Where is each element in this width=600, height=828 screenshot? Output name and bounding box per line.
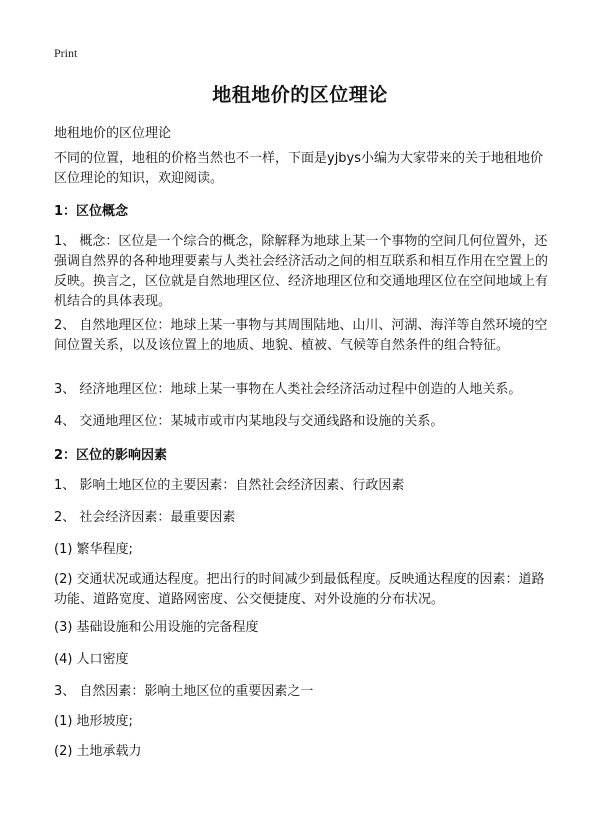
intro-paragraph: 不同的位置，地租的价格当然也不一样，下面是yjbys小编为大家带来的关于地租地价区位理论的知识，欢迎阅读。 xyxy=(54,151,544,186)
page-title: 地租地价的区位理论 xyxy=(212,84,388,106)
list-item: (4) 人口密度 xyxy=(54,652,129,667)
list-item: (3) 基础设施和公用设施的完备程度 xyxy=(54,620,259,635)
list-item: (2) 土地承载力 xyxy=(54,744,142,759)
list-item: 2、 社会经济因素：最重要因素 xyxy=(54,510,236,525)
list-item: 2、 自然地理区位：地球上某一事物与其周围陆地、山川、河湖、海洋等自然环境的空间位置关系，以及该位置上的地质、地貌、植被、气候等自然条件的组合特征。 xyxy=(54,318,548,353)
section-heading-influencing-factors: 2：区位的影响因素 xyxy=(54,448,168,463)
document-subtitle: 地租地价的区位理论 xyxy=(54,126,172,141)
print-link[interactable]: Print xyxy=(54,46,78,60)
list-item: 1、 概念：区位是一个综合的概念，除解释为地球上某一个事物的空间几何位置外，还强调自然界的各种地理要素与人类社会经济活动之间的相互联系和相互作用在空置上的反映。换言之，区位就是自然地理区位、经济地理区位和交通地理区位在空间地域上有机结合的具体表现。 xyxy=(54,234,549,309)
list-item: (2) 交通状况或通达程度。把出行的时间减少到最低程度。反映通达程度的因素：道路功能、道路宽度、道路网密度、公交便捷度、对外设施的分布状况。 xyxy=(54,572,545,607)
list-item: (1) 地形坡度; xyxy=(54,714,133,729)
list-item: 3、 自然因素：影响土地区位的重要因素之一 xyxy=(54,684,314,699)
list-item: (1) 繁华程度; xyxy=(54,542,133,557)
list-item: 3、 经济地理区位：地球上某一事物在人类社会经济活动过程中创造的人地关系。 xyxy=(54,382,522,397)
list-item: 4、 交通地理区位：某城市或市内某地段与交通线路和设施的关系。 xyxy=(54,414,444,429)
list-item: 1、 影响土地区位的主要因素：自然社会经济因素、行政因素 xyxy=(54,478,405,493)
section-heading-location-concept: 1：区位概念 xyxy=(54,204,129,219)
